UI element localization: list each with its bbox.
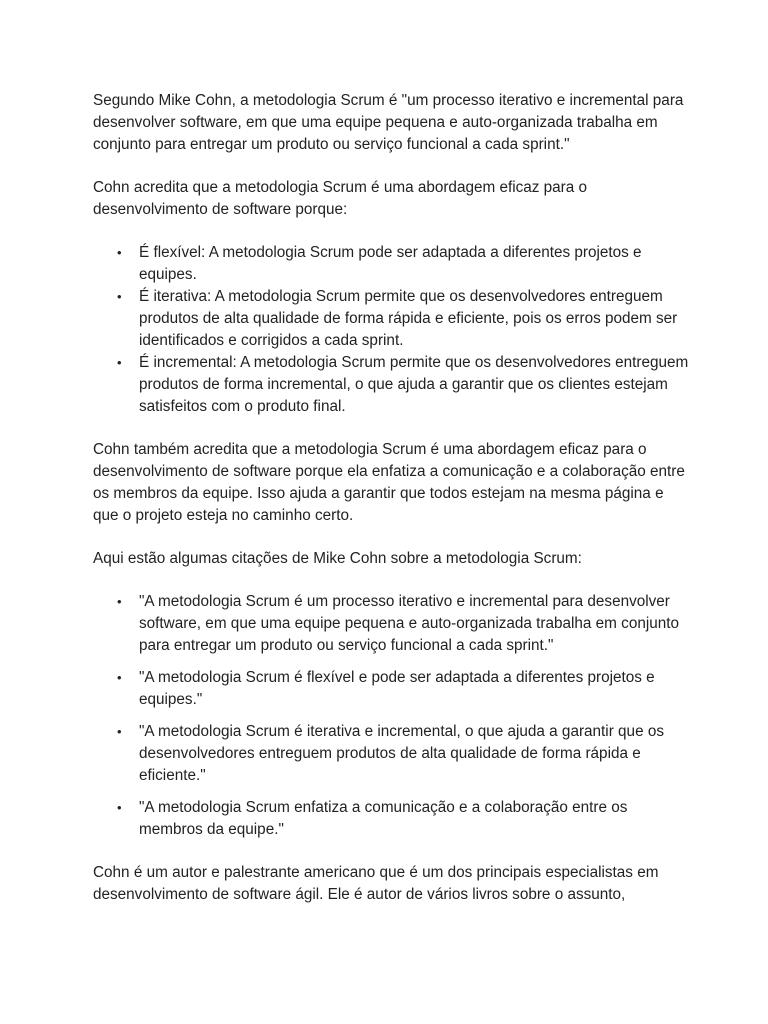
- bullet-icon: •: [117, 594, 122, 609]
- quote-text: "A metodologia Scrum é flexível e pode ser adaptada a diferentes projetos e equipes.": [139, 669, 655, 708]
- quotes-intro-paragraph: Aqui estão algumas citações de Mike Cohn sobre a metodologia Scrum:: [93, 550, 582, 567]
- list-item: [117, 352, 693, 418]
- quote-text: "A metodologia Scrum é iterativa e incremental, o que ajuda a garantir que os desenvolvedores entreguem produtos de alta qualidade de forma rápida e eficiente.": [139, 723, 664, 784]
- author-paragraph: Cohn é um autor e palestrante americano que é um dos principais especialistas em desenvolvimento de software ágil. Ele é autor de vários livros sobre o assunto,: [93, 864, 659, 903]
- communication-paragraph: Cohn também acredita que a metodologia Scrum é uma abordagem eficaz para o desenvolvimento de software porque ela enfatiza a comunicação e a colaboração entre os membros da equipe. Isso ajuda a garantir que todos estejam na mesma página e que o projeto esteja no caminho certo.: [93, 441, 685, 524]
- list-item: [117, 667, 693, 711]
- document-page: [93, 90, 693, 927]
- quotes-list: [93, 591, 693, 841]
- list-item: [117, 242, 693, 286]
- bullet-icon: •: [117, 670, 122, 685]
- quote-text: "A metodologia Scrum é um processo iterativo e incremental para desenvolver software, em que uma equipe pequena e auto-organizada trabalha em conjunto para entregar um produto ou serviço funcional a cada sprint.": [139, 593, 680, 654]
- bullet-icon: •: [117, 289, 122, 304]
- bullet-icon: •: [117, 724, 122, 739]
- reasons-list: [93, 242, 693, 418]
- quote-text: "A metodologia Scrum enfatiza a comunicação e a colaboração entre os membros da equipe.": [139, 799, 628, 838]
- bullet-icon: •: [117, 800, 122, 815]
- list-item: [117, 721, 693, 787]
- intro-paragraph: Segundo Mike Cohn, a metodologia Scrum é "um processo iterativo e incremental para desenvolver software, em que uma equipe pequena e auto-organizada trabalha em conjunto para entregar um produto ou serviço funcional a cada sprint.": [93, 92, 684, 153]
- list-item-text: É flexível: A metodologia Scrum pode ser adaptada a diferentes projetos e equipes.: [139, 244, 642, 283]
- bullet-icon: •: [117, 355, 122, 370]
- reasons-intro-paragraph: Cohn acredita que a metodologia Scrum é uma abordagem eficaz para o desenvolvimento de software porque:: [93, 179, 588, 218]
- list-item-text: É incremental: A metodologia Scrum permite que os desenvolvedores entreguem produtos de forma incremental, o que ajuda a garantir que os clientes estejam satisfeitos com o produto final.: [139, 354, 689, 415]
- bullet-icon: •: [117, 245, 122, 260]
- list-item: [117, 591, 693, 657]
- list-item: [117, 286, 693, 352]
- list-item-text: É iterativa: A metodologia Scrum permite que os desenvolvedores entreguem produtos de alta qualidade de forma rápida e eficiente, pois os erros podem ser identificados e corrigidos a cada sprint.: [139, 288, 678, 349]
- list-item: [117, 797, 693, 841]
